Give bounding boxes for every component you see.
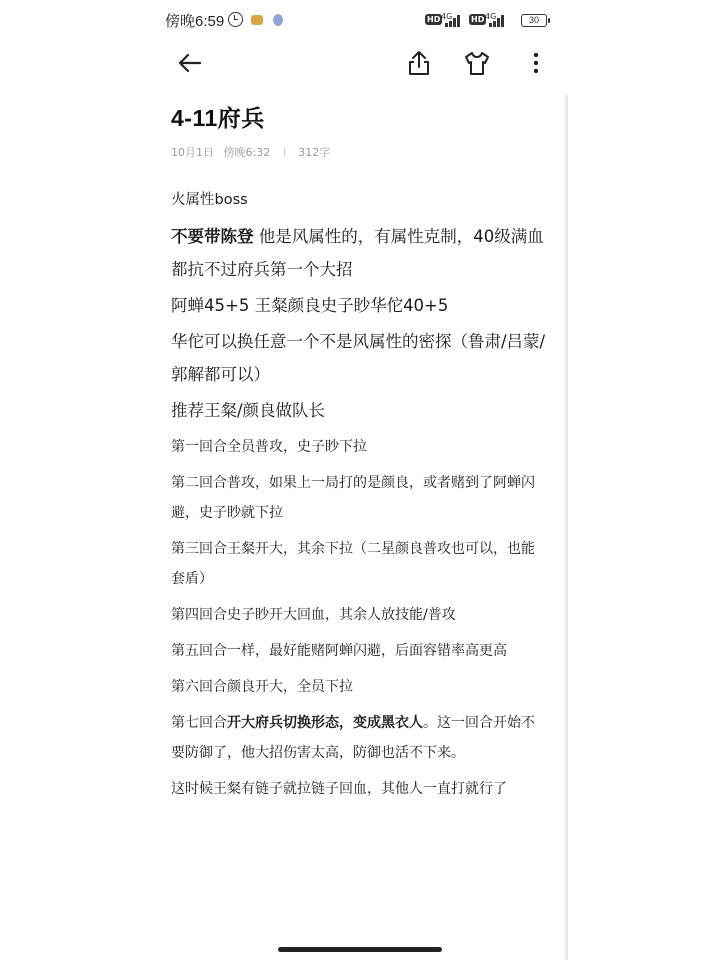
meta-divider bbox=[284, 147, 285, 157]
note-line: 第四回合史子眇开大回血，其余人放技能/普攻 bbox=[171, 607, 456, 623]
bold-text: 不要带陈登 bbox=[171, 227, 254, 246]
more-vertical-icon bbox=[524, 48, 548, 78]
back-button[interactable] bbox=[175, 48, 205, 78]
home-indicator[interactable] bbox=[278, 947, 442, 952]
signal-icon bbox=[445, 15, 463, 27]
hd-icon-2: HD bbox=[471, 15, 485, 24]
theme-button[interactable] bbox=[462, 48, 492, 78]
share-icon bbox=[405, 48, 433, 78]
app-notification-icon-2 bbox=[273, 14, 283, 26]
alarm-icon bbox=[228, 12, 243, 27]
note-line: 第三回合王粲开大，其余下拉（二星颜良普攻也可以，也能套盾） bbox=[171, 541, 535, 587]
note-line: 第五回合一样，最好能赌阿蝉闪避，后面容错率高更高 bbox=[171, 643, 507, 659]
note-line: 推荐王粲/颜良做队长 bbox=[171, 401, 326, 420]
share-button[interactable] bbox=[405, 48, 433, 78]
battery-icon: 30 bbox=[521, 14, 547, 27]
note-line: 第六回合颜良开大，全员下拉 bbox=[171, 679, 353, 695]
note-line: 第二回合普攻，如果上一局打的是颜良，或者赌到了阿蝉闪避，史子眇就下拉 bbox=[171, 475, 535, 521]
app-notification-icon bbox=[251, 15, 263, 25]
bold-text: 开大府兵切换形态，变成黑衣人 bbox=[227, 715, 423, 731]
note-date: 10月1日 bbox=[171, 146, 214, 159]
note-text: 。这一回合开始不要防御了，他大招伤害太高，防御也活不下来。 bbox=[171, 715, 535, 761]
status-bar bbox=[165, 10, 555, 32]
note-title[interactable]: 4-11府兵 bbox=[171, 105, 265, 131]
status-indicators bbox=[425, 10, 555, 30]
network-type: 4G bbox=[441, 12, 453, 21]
note-line: 第一回合全员普攻，史子眇下拉 bbox=[171, 439, 367, 455]
note-line: 华佗可以换任意一个不是风属性的密探（鲁肃/吕蒙/郭解都可以） bbox=[171, 332, 546, 384]
hd-icon: HD bbox=[427, 15, 441, 24]
network-type-2: 4G bbox=[485, 12, 497, 21]
note-text: 第七回合 bbox=[171, 715, 227, 731]
word-count: 312字 bbox=[298, 146, 331, 159]
note-time: 傍晚6:32 bbox=[223, 146, 271, 159]
status-time: 傍晚6:59 bbox=[165, 13, 225, 30]
note-text: 他是风属性的，有属性克制，40级满血都抗不过府兵第一个大招 bbox=[171, 227, 544, 279]
note-meta bbox=[171, 144, 330, 160]
note-line: 阿蝉45+5 王粲颜良史子眇华佗40+5 bbox=[171, 296, 449, 315]
shirt-icon bbox=[462, 48, 492, 78]
note-line: 这时候王粲有链子就拉链子回血，其他人一直打就行了 bbox=[171, 781, 507, 797]
note-body[interactable] bbox=[171, 185, 546, 810]
scrollbar[interactable] bbox=[565, 95, 568, 960]
signal-icon-2 bbox=[489, 15, 507, 27]
more-button[interactable] bbox=[524, 48, 548, 78]
arrow-left-icon bbox=[175, 48, 205, 78]
note-line bbox=[171, 220, 546, 286]
note-line bbox=[171, 708, 546, 768]
note-line: 火属性boss bbox=[171, 192, 248, 208]
